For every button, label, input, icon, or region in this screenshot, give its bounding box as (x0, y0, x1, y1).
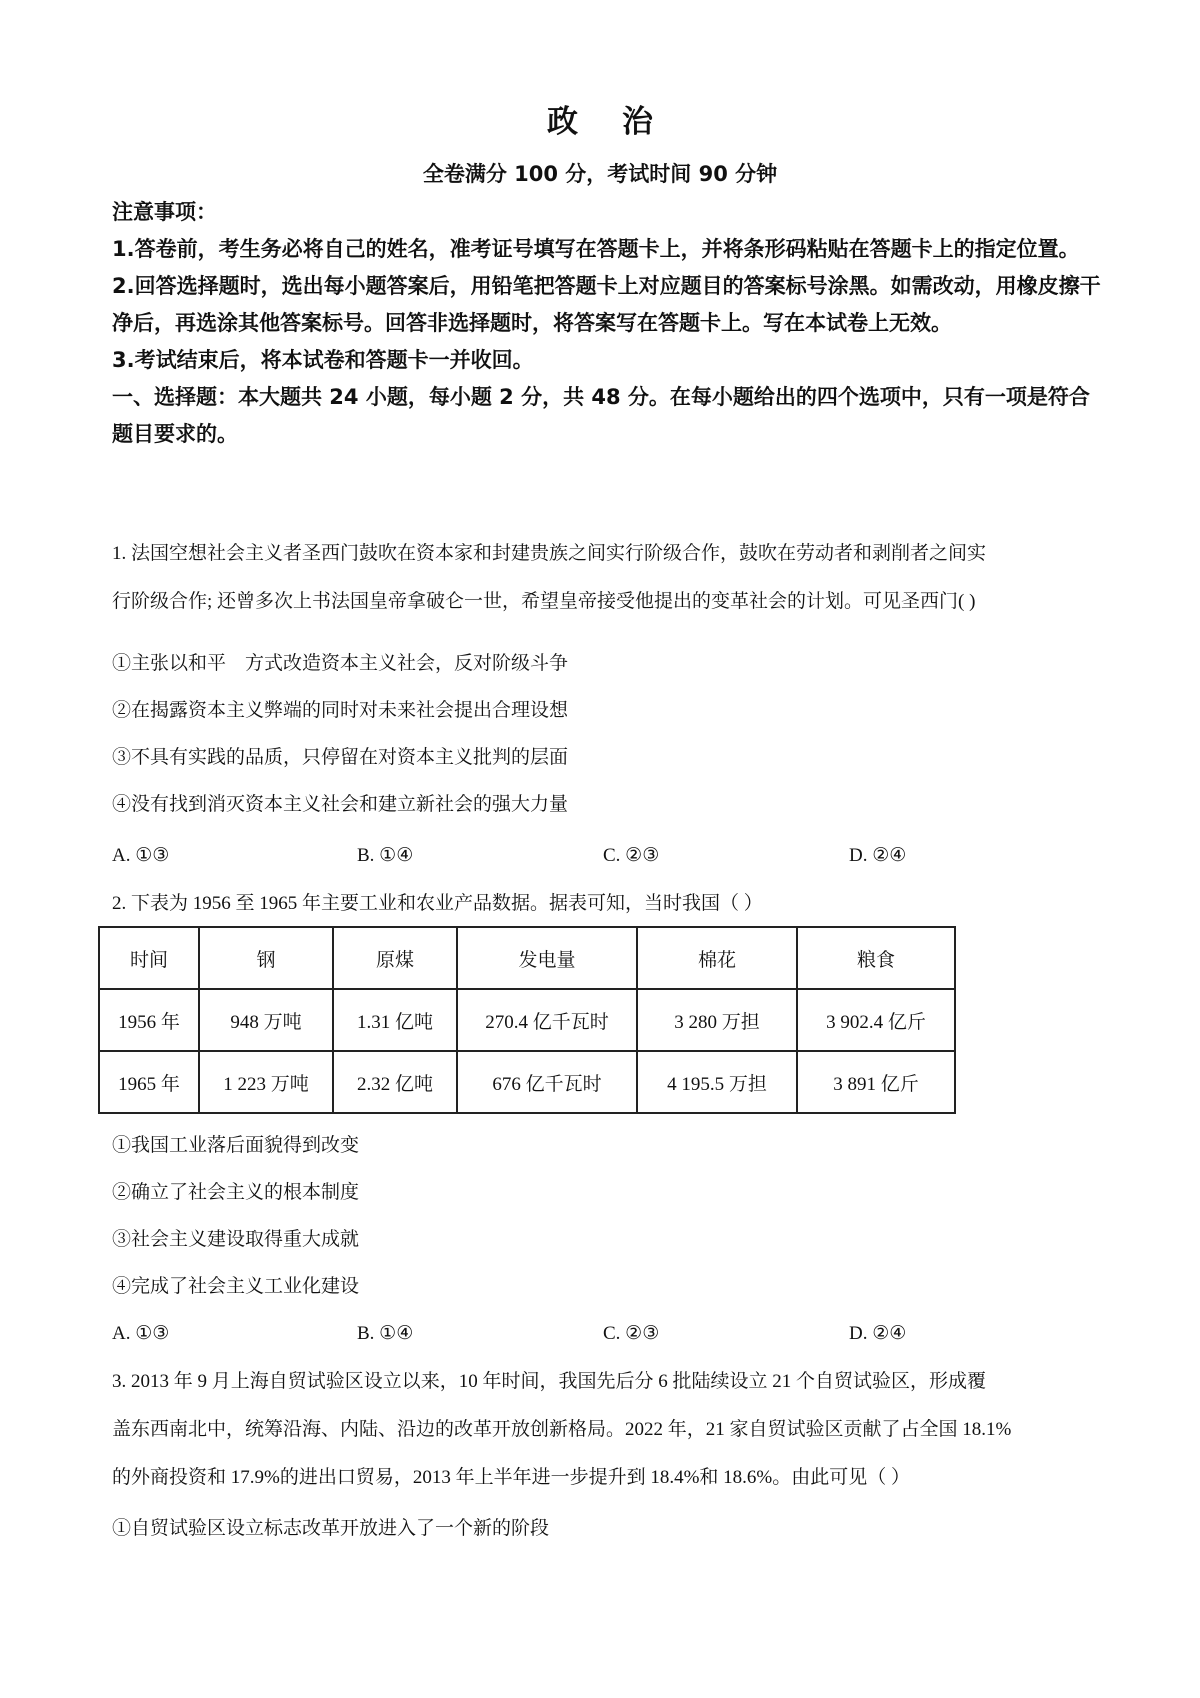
choice-a[interactable]: A. ①③ (112, 845, 170, 866)
instruction-item: 1.答卷前，考生务必将自己的姓名，准考证号填写在答题卡上，并将条形码粘贴在答题卡上的指定位置。 (112, 237, 1080, 261)
production-table (98, 926, 956, 1114)
table-row (99, 989, 955, 1051)
page-title: 政治 (547, 104, 697, 140)
header-cell: 棉花 (637, 927, 797, 989)
statement: ③不具有实践的品质，只停留在对资本主义批判的层面 (112, 747, 569, 768)
question-text: 1. 法国空想社会主义者圣西门鼓吹在资本家和封建贵族之间实行阶级合作，鼓吹在劳动者和剥削者之间实 (112, 543, 987, 564)
header-cell: 时间 (99, 927, 199, 989)
choice-b[interactable]: B. ①④ (357, 845, 414, 866)
question-2-stem (112, 880, 1102, 928)
question-text: 盖东西南北中，统筹沿海、内陆、沿边的改革开放创新格局。2022 年，21 家自贸试验区贡献了占全国 18.1% (112, 1419, 1012, 1440)
statement: ①主张以和平 方式改造资本主义社会，反对阶级斗争 (112, 653, 569, 674)
table-cell: 2.32 亿吨 (333, 1051, 457, 1113)
table-cell: 270.4 亿千瓦时 (457, 989, 637, 1051)
table-cell: 1956 年 (99, 989, 199, 1051)
table-cell: 3 891 亿斤 (797, 1051, 955, 1113)
question-1-stem (112, 530, 1102, 626)
table-cell: 1965 年 (99, 1051, 199, 1113)
header-cell: 钢 (199, 927, 333, 989)
header-cell: 发电量 (457, 927, 637, 989)
exam-info: 全卷满分 100 分，考试时间 90 分钟 (422, 162, 778, 186)
section-heading: 一、选择题：本大题共 24 小题，每小题 2 分，共 48 分。在每小题给出的四个选项中，只有一项是符合题目要求的。 (112, 385, 1090, 446)
table-header-row (99, 927, 955, 989)
question-3-statements (112, 1505, 1102, 1552)
statement: ②确立了社会主义的根本制度 (112, 1182, 360, 1203)
question-2-statements (112, 1122, 1102, 1310)
statement: ①我国工业落后面貌得到改变 (112, 1135, 360, 1156)
choice-d[interactable]: D. ②④ (849, 845, 907, 866)
header-cell: 粮食 (797, 927, 955, 989)
instruction-item: 2.回答选择题时，选出每小题答案后，用铅笔把答题卡上对应题目的答案标号涂黑。如需改动，用橡皮擦干净后，再选涂其他答案标号。回答非选择题时，将答案写在答题卡上。写在本试卷上无效。 (112, 274, 1101, 335)
question-text: 的外商投资和 17.9%的进出口贸易，2013 年上半年进一步提升到 18.4%和 18.6%。由此可见（ ） (112, 1467, 910, 1488)
question-text: 3. 2013 年 9 月上海自贸试验区设立以来，10 年时间，我国先后分 6 批陆续设立 21 个自贸试验区，形成覆 (112, 1371, 987, 1392)
header-cell: 原煤 (333, 927, 457, 989)
statement: ④没有找到消灭资本主义社会和建立新社会的强大力量 (112, 794, 569, 815)
table-cell: 676 亿千瓦时 (457, 1051, 637, 1113)
question-text: 2. 下表为 1956 至 1965 年主要工业和农业产品数据。据表可知，当时我国（ ） (112, 893, 763, 914)
table-cell: 948 万吨 (199, 989, 333, 1051)
choice-a[interactable]: A. ①③ (112, 1323, 170, 1344)
table-row (99, 1051, 955, 1113)
question-2-choices (112, 1322, 1102, 1362)
question-1-statements (112, 640, 1102, 828)
table-cell: 4 195.5 万担 (637, 1051, 797, 1113)
question-3-stem (112, 1358, 1102, 1502)
instruction-item: 3.考试结束后，将本试卷和答题卡一并收回。 (112, 348, 534, 372)
statement: ③社会主义建设取得重大成就 (112, 1229, 360, 1250)
table-cell: 1 223 万吨 (199, 1051, 333, 1113)
statement: ①自贸试验区设立标志改革开放进入了一个新的阶段 (112, 1518, 550, 1539)
choice-c[interactable]: C. ②③ (603, 845, 660, 866)
question-1-choices (112, 844, 1102, 884)
instructions-heading: 注意事项： (112, 200, 217, 224)
table-cell: 3 902.4 亿斤 (797, 989, 955, 1051)
instructions (112, 194, 1102, 453)
statement: ②在揭露资本主义弊端的同时对未来社会提出合理设想 (112, 700, 569, 721)
choice-d[interactable]: D. ②④ (849, 1323, 907, 1344)
statement: ④完成了社会主义工业化建设 (112, 1276, 360, 1297)
choice-b[interactable]: B. ①④ (357, 1323, 414, 1344)
table-cell: 3 280 万担 (637, 989, 797, 1051)
question-text: 行阶级合作; 还曾多次上书法国皇帝拿破仑一世，希望皇帝接受他提出的变革社会的计划。可见圣西门( ) (112, 591, 976, 612)
table-cell: 1.31 亿吨 (333, 989, 457, 1051)
choice-c[interactable]: C. ②③ (603, 1323, 660, 1344)
